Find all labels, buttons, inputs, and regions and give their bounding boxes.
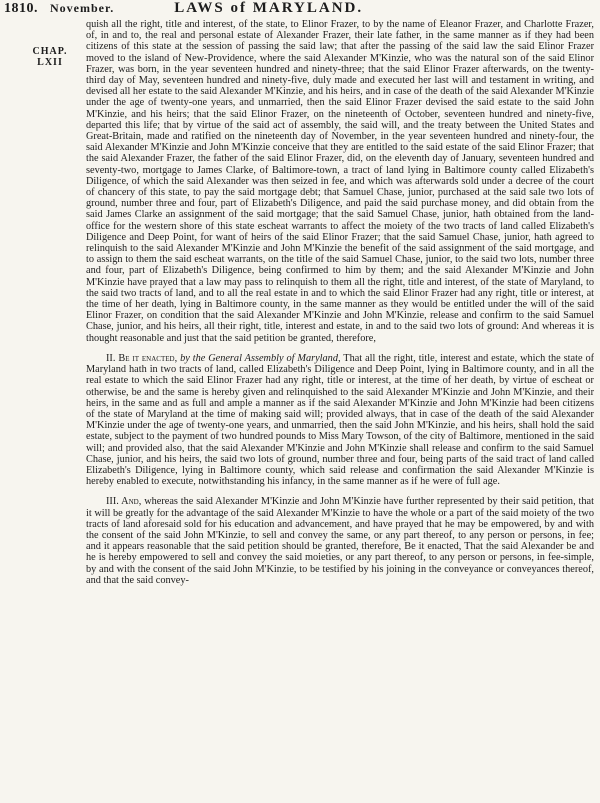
section-lead-italic: by the General Assembly of Maryland, xyxy=(180,352,341,364)
header-year: 1810. xyxy=(4,1,38,16)
margin-chap-number: LXII xyxy=(37,57,63,68)
document-body xyxy=(86,19,594,797)
margin-chapter-note xyxy=(28,46,72,68)
margin-chap-label: CHAP. xyxy=(32,46,68,57)
header-title: LAWS of MARYLAND. xyxy=(174,0,364,16)
header-month: November. xyxy=(50,1,115,15)
paragraph-text: whereas the said Alexander M'Kinzie and John M'Kinzie have further represented by their said petition, that it will be greatly for the advantage of the said Alexander M'Kinzie to have the whole or a part of the said moiety of the two tracts of land aforesaid sold for his education and advancement, and have prayed that he may be empowered, by and with the consent of the said John M'Kinzie, to sell and convey the same, or any part thereof, to any person or persons, in fee; and it appears reasonable that the said petition should be granted, therefore, Be it enacted, That the said Alexander be and he is hereby empowered to sell and convey the said moieties, or any part thereof, to any person or persons, in fee-simple, by and with the consent of the said John M'Kinzie, to be testified by his joining in the conveyance or conveyances thereof, and that the said convey- xyxy=(86,496,594,586)
paragraph-section-2 xyxy=(86,353,594,487)
paragraph-section-3 xyxy=(86,496,594,586)
paragraph-text: quish all the right, title and interest, of the state, to Elinor Frazer, to by the name of Eleanor Frazer, and Charlotte Frazer, of, in and to, the real and personal estate of Alexander Frazer, their late father, in the same manner as if they had been citizens of this state at the session of passing the said law; that after the passing of the said law the said Elinor Frazer moved to the island of New-Providence, where the said Alexander M'Kinzie, who was the natural son of the said Elinor Frazer, was born, in the year seventeen hundred and ninety-three; that the said Elinor Frazer afterwards, on the twenty-third day of May, seventeen hundred and ninety-five, duly made and executed her last will and testament in writing, and devised all her estate to the said Alexander M'Kinzie, and his heirs, and in case of the death of the said Alexander M'Kinzie under the age of twenty-one years, and unmarried, then the said Elinor Frazer devised the said estate to the said John M'Kinzie, and his heirs; that the said Elinor Frazer, on the nineteenth of October, seventeen hundred and ninety-five, departed this life; that by virtue of the said act of assembly, the said will, and the treaty between the United States and Great-Britain, made and ratified on the nineteenth day of November, in the year seventeen hundred and ninety-four, the said Alexander M'Kinzie and John M'Kinzie conceive that they are entitled to the said estate of the said Elinor Frazer; that the said Alexander Frazer, the father of the said Elinor Frazer, did, on the eleventh day of January, seventeen hundred and seventy-two, mortgage to James Clarke, of Baltimore-town, a tract of land lying in Baltimore county called Elizabeth's Diligence, of which the said Alexander was then seized in fee, and which was afterwards sold under a decree of the court of chancery of this state, to pay the said mortgage debt; that Samuel Chase, junior, purchased at the said sale two lots of ground, number three and four, part of Elizabeth's Diligence, and paid the said purchase money, and did obtain from the said James Clarke an assignment of the said mortgage; that the said Samuel Chase, junior, hath obtained from the land-office for the western shore of this state escheat warrants to affect the moiety of the two tracts of land called Elizabeth's Diligence and Deep Point, for want of heirs of the said Elinor Frazer; that the said Samuel Chase, junior, hath agreed to relinquish to the said Alexander M'Kinzie and John M'Kinzie the benefit of the said assignment of the said mortgage, and to assign to them the said escheat warrants, on the title of the said Samuel Chase, junior, to the said two lots, number three and four, part of Elizabeth's Diligence, being confirmed to him by them; and the said Alexander M'Kinzie and John M'Kinzie have prayed that a law may pass to relinquish to them all the right, title and interest, of the state of Maryland, to the said two tracts of land, and to all the real estate in and to which the said Elinor Frazer had any right, title or interest, at the time of her death, lying in Baltimore county, in the same manner as they would be entitled under the will of the said Elinor Frazer, on condition that the said Alexander M'Kinzie and John M'Kinzie, release and confirm to the said Samuel Chase, junior, and his heirs, all their right, title, interest and estate, in and to the said two lots of ground: And whereas it is thought reasonable and just that the said petition be granted, therefore, xyxy=(86,19,594,344)
paragraph-recital xyxy=(86,19,594,344)
paragraph-text: That all the right, title, interest and estate, which the state of Maryland hath in two tracts of land, called Elizabeth's Diligence and Deep Point, lying in Baltimore county, and in all the real estate to which the said Elinor Frazer had any right, title or interest, at the time of her death, by virtue of escheat or otherwise, be and the same is hereby given and relinquished to the said Alexander M'Kinzie and John M'Kinzie, and their heirs, in the same and as full and ample a manner as if the said Alexander M'Kinzie and John M'Kinzie had been citizens of the state of Maryland at the time of making said will; provided always, that in case of the death of the said Alexander M'Kinzie under the age of twenty-one years, and unmarried, then the said John M'Kinzie, and his heirs, shall hold the said estate, subject to the payment of two hundred pounds to Miss Mary Towson, of the city of Baltimore, mentioned in the said will; and provided also, that the said Alexander M'Kinzie and John M'Kinzie shall release and confirm to the said Samuel Chase, junior, and his heirs, the said two lots of ground, number three and four, being parts of the said tract of land called Elizabeth's Diligence, lying in Baltimore county, which said release and confirmation the said Alexander M'Kinzie is hereby enabled to execute, notwithstanding his infancy, in the same manner as if he were of full age. xyxy=(86,352,594,488)
section-lead: II. Be it enacted, xyxy=(106,352,178,364)
section-lead: III. And, xyxy=(106,496,142,508)
